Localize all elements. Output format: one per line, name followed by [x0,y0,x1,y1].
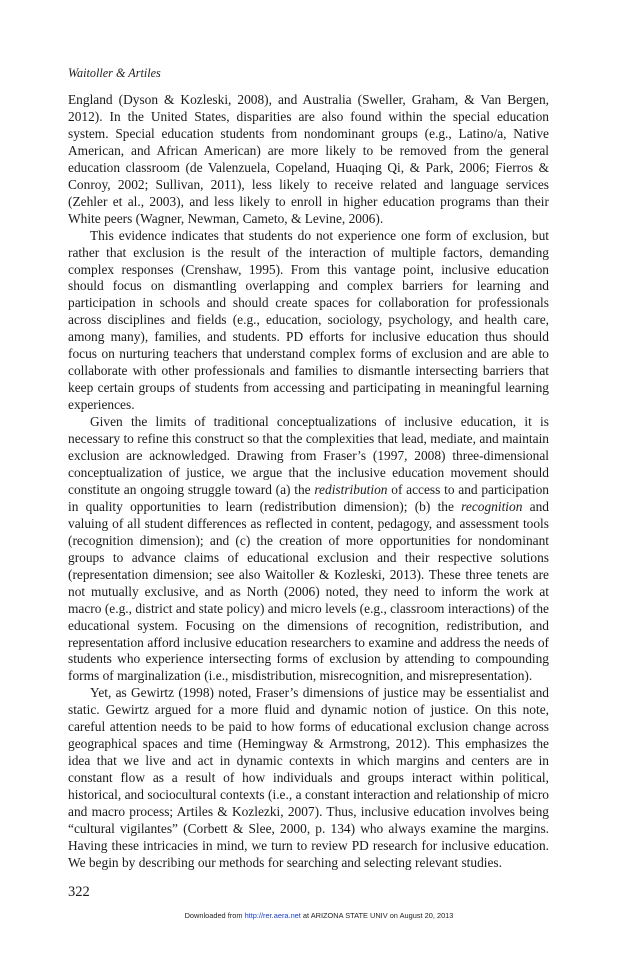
source-link[interactable]: http://rer.aera.net [244,911,301,920]
emphasized-term: redistribution [314,481,388,497]
body-paragraph [68,228,549,414]
article-body [68,92,549,872]
body-paragraph [68,414,549,685]
download-notice-prefix: Downloaded from [184,911,245,920]
paragraph-text: England (Dyson & Kozleski, 2008), and Australia (Sweller, Graham, & Van Bergen, 2012). In the United States, disparities are also found within the special education system. Special education students from nondominant groups (e.g., Latino/a, Native American, and African American) are more likely to be removed from the general education classroom (de Valenzuela, Copeland, Huaqing Qi, & Park, 2006; Fierros & Conroy, 2002; Sullivan, 2011), less likely to receive related and language services (Zehler et al., 2003), and less likely to enroll in higher education programs than their White peers (Wagner, Newman, Cameto, & Levine, 2006). [68,92,549,226]
body-paragraph [68,92,549,228]
emphasized-term: recognition [461,498,523,514]
paragraph-text: This evidence indicates that students do not experience one form of exclusion, but rather that exclusion is the result of the interaction of multiple factors, demanding complex responses (Crenshaw, 1995). From this vantage point, inclusive education should focus on dismantling overlapping and complex barriers for learning and participation in schools and should create spaces for collaboration for professionals across disciplines and fields (e.g., education, sociology, psychology, and health care, among many), families, and students. PD efforts for inclusive education thus should focus on nurturing teachers that understand complex forms of exclusion and are able to collaborate with other professionals and families to dismantle intersecting barriers that keep certain groups of students from accessing and participating in meaningful learning experiences. [68,227,549,413]
paragraph-text: Given the limits of traditional conceptualizations of inclusive education, it is necessary to refine this construct so that the complexities that lead, mediate, and maintain exclusion are acknowledged. Drawing from Fraser’s (1997, 2008) three-dimensional conceptualization of justice, we argue that the inclusive education movement should constitute an ongoing struggle toward (a) the [68,414,549,497]
paragraph-text: of access to and participation in quality opportunities to learn (redistribution dimension); (b) the [68,481,549,514]
download-notice-suffix: at ARIZONA STATE UNIV on August 20, 2013 [300,911,454,920]
body-paragraph [68,685,549,871]
paragraph-text: Yet, as Gewirtz (1998) noted, Fraser’s dimensions of justice may be essentialist and static. Gewirtz argued for a more fluid and dynamic notion of justice. On this note, careful attention needs to be paid to how forms of educational exclusion change across geographical spaces and time (Hemingway & Armstrong, 2012). This emphasizes the idea that we live and act in dynamic contexts in which margins and centers are in constant flow as a result of how individuals and groups interact within political, historical, and sociocultural contexts (i.e., a constant interaction and relationship of micro and macro process; Artiles & Kozlezki, 2007). Thus, inclusive education involves being “cultural vigilantes” (Corbett & Slee, 2000, p. 134) who always examine the margins. Having these intricacies in mind, we turn to review PD research for inclusive education. We begin by describing our methods for searching and selecting relevant studies. [68,685,549,870]
paragraph-text: and valuing of all student differences as reflected in content, pedagogy, and assessment tools (recognition dimension); and (c) the creation of more opportunities for nondominant groups to advance claims of educational exclusion and their respective solutions (representation dimension; see also Waitoller & Kozleski, 2013). These three tenets are not mutually exclusive, and as North (2006) noted, they need to inform the work at macro (e.g., district and state policy) and micro levels (e.g., classroom interactions) of the educational system. Focusing on the dimensions of recognition, redistribution, and representation afford inclusive education researchers to examine and address the needs of students who experience intersecting forms of exclusion by attending to compounding forms of marginalization (i.e., misdistribution, misrecognition, and misrepresentation). [68,498,549,684]
page-number: 322 [68,884,90,900]
download-notice [0,911,638,920]
running-head: Waitoller & Artiles [68,66,161,80]
